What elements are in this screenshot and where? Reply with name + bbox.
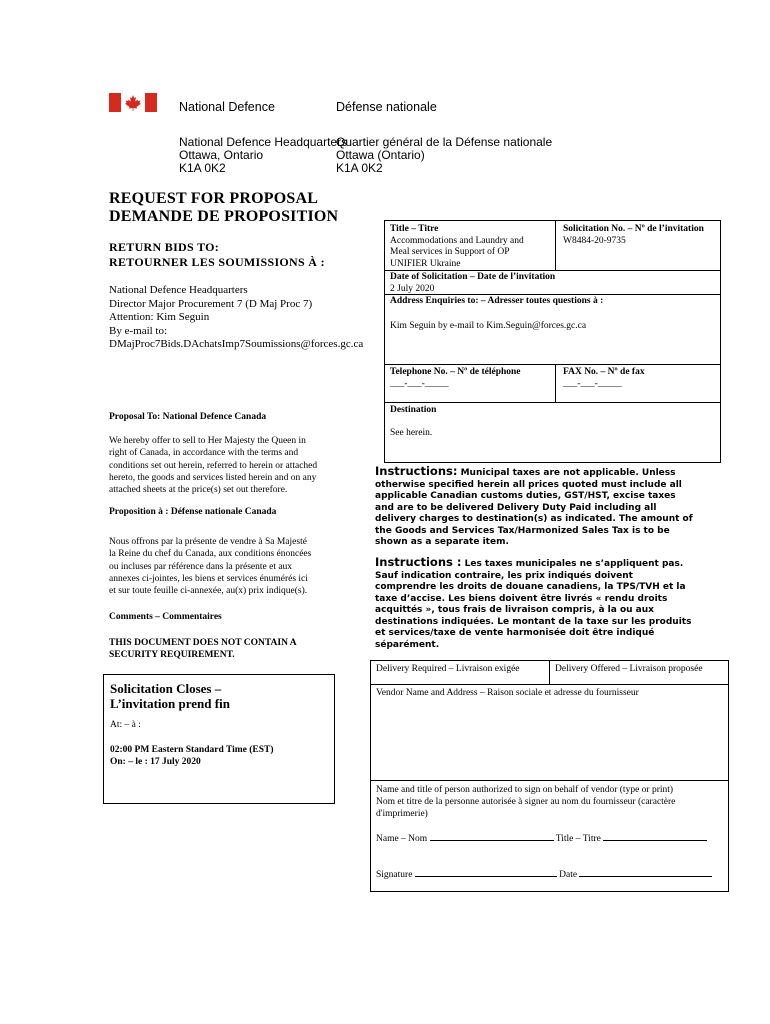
proposal-text-en: We hereby offer to sell to Her Majesty the Queen in right of Canada, in accordance with the terms and conditions set out herein, referred to herein or attached hereto, the goods and services listed herein and on any attached sheets at the price(s) set out therefore. — [109, 436, 318, 496]
closes-at-label: At: – à : — [110, 720, 141, 730]
title-label: Title – Titre — [555, 834, 601, 844]
title-field: Title – Titre Accommodations and Laundry and Meal services in Support of OP UNIFIER Ukraine — [390, 224, 524, 269]
dept-name-fr: Défense nationale — [336, 100, 437, 114]
destination-label: Destination — [390, 405, 437, 415]
security-note: THIS DOCUMENT DOES NOT CONTAIN A SECURITY REQUIREMENT. — [109, 638, 297, 660]
closes-title: Solicitation Closes – L’invitation prend fin — [110, 681, 230, 711]
dept-name-en: National Defence — [179, 100, 275, 114]
date-input[interactable] — [579, 867, 712, 877]
signature-label: Signature — [376, 870, 413, 880]
name-title-row — [376, 831, 707, 846]
enquiries-email[interactable]: Kim Seguin by e-mail to Kim.Seguin@forces.gc.ca — [390, 321, 587, 331]
comments-label: Comments – Commentaires — [109, 612, 222, 622]
signature-input[interactable] — [415, 867, 557, 877]
return-bids-label: RETURN BIDS TO: RETOURNER LES SOUMISSIONS À : — [109, 240, 325, 269]
destination-value: See herein. — [390, 428, 433, 438]
closes-time: 02:00 PM Eastern Standard Time (EST) On: – le : 17 July 2020 — [110, 745, 274, 767]
authorized-person-label: Name and title of person authorized to sign on behalf of vendor (type or print) Nom et titre de la personne autorisée à signer au nom du fournisseur (caractère d'imprimerie) — [376, 785, 676, 819]
delivery-required[interactable]: Delivery Required – Livraison exigée — [376, 664, 520, 674]
fax-field: FAX No. – Nº de fax ___-___-_____ — [563, 367, 645, 389]
solicitation-number: Solicitation No. – Nº de l’invitation W8484-20-9735 — [563, 224, 704, 246]
instructions-en: Instructions: Municipal taxes are not applicable. Unless otherwise specified herein all prices quoted must include all applicable Canadian customs duties, GST/HST, excise taxes and are to be delivered Delivery Duty Paid including all delivery charges to destination(s) as indicated. The amount of the Goods and Services Tax/Harmonized Sales Tax is to be shown as a separate item. — [375, 464, 693, 547]
solicitation-date: Date of Solicitation – Date de l’invitation 2 July 2020 — [390, 272, 556, 294]
date-label: Date — [559, 870, 578, 880]
return-bids-address: National Defence Headquarters Director Major Procurement 7 (D Maj Proc 7) Attention: Kim Seguin By e-mail to: DMajProc7Bids.DAchatsImp7Soumissions@forces.gc.ca — [109, 284, 364, 350]
bids-email-link[interactable]: DMajProc7Bids.DAchatsImp7Soumissions@forces.gc.ca — [109, 338, 364, 350]
proposal-to-en: Proposal To: National Defence Canada — [109, 412, 267, 422]
enquiries-label: Address Enquiries to: – Adresser toutes questions à : — [390, 296, 604, 306]
delivery-offered[interactable]: Delivery Offered – Livraison proposée — [555, 664, 703, 674]
proposal-to-fr: Proposition à : Défense nationale Canada — [109, 507, 277, 517]
telephone-field: Telephone No. – Nº de téléphone ___-___-_____ — [390, 367, 521, 389]
name-input[interactable] — [430, 831, 554, 841]
canada-flag-icon — [109, 93, 157, 112]
address-fr: Quartier général de la Défense nationale Ottawa (Ontario) K1A 0K2 — [336, 135, 553, 175]
page-title: REQUEST FOR PROPOSAL DEMANDE DE PROPOSITION — [109, 190, 339, 225]
signature-date-row — [376, 867, 712, 882]
solicitation-closes-box — [103, 674, 335, 804]
vendor-name-address[interactable]: Vendor Name and Address – Raison sociale et adresse du fournisseur — [376, 688, 639, 698]
instructions-fr: Instructions : Les taxes municipales ne s’appliquent pas. Sauf indication contraire, les prix indiqués doivent comprendre les droits de douane canadiens, la TPS/TVH et la taxe d’accise. Les biens doivent être livrés « rendu droits acquittés », tous frais de livraison compris, à la ou aux destinations indiquées. Le montant de la taxe sur les produits et services/taxe de vente harmonisée doit être indiqué séparément. — [375, 555, 692, 650]
title-input[interactable] — [603, 831, 707, 841]
proposal-text-fr: Nous offrons par la présente de vendre à Sa Majesté la Reine du chef du Canada, aux conditions énoncées ou incluses par référence dans la présente et aux annexes ci-jointes, les biens et services énumérés ici et sur toute feuille ci-annexée, au(x) prix indique(s). — [109, 537, 312, 597]
address-en: National Defence Headquarters Ottawa, Ontario K1A 0K2 — [179, 135, 348, 175]
name-label: Name – Nom — [376, 834, 428, 844]
